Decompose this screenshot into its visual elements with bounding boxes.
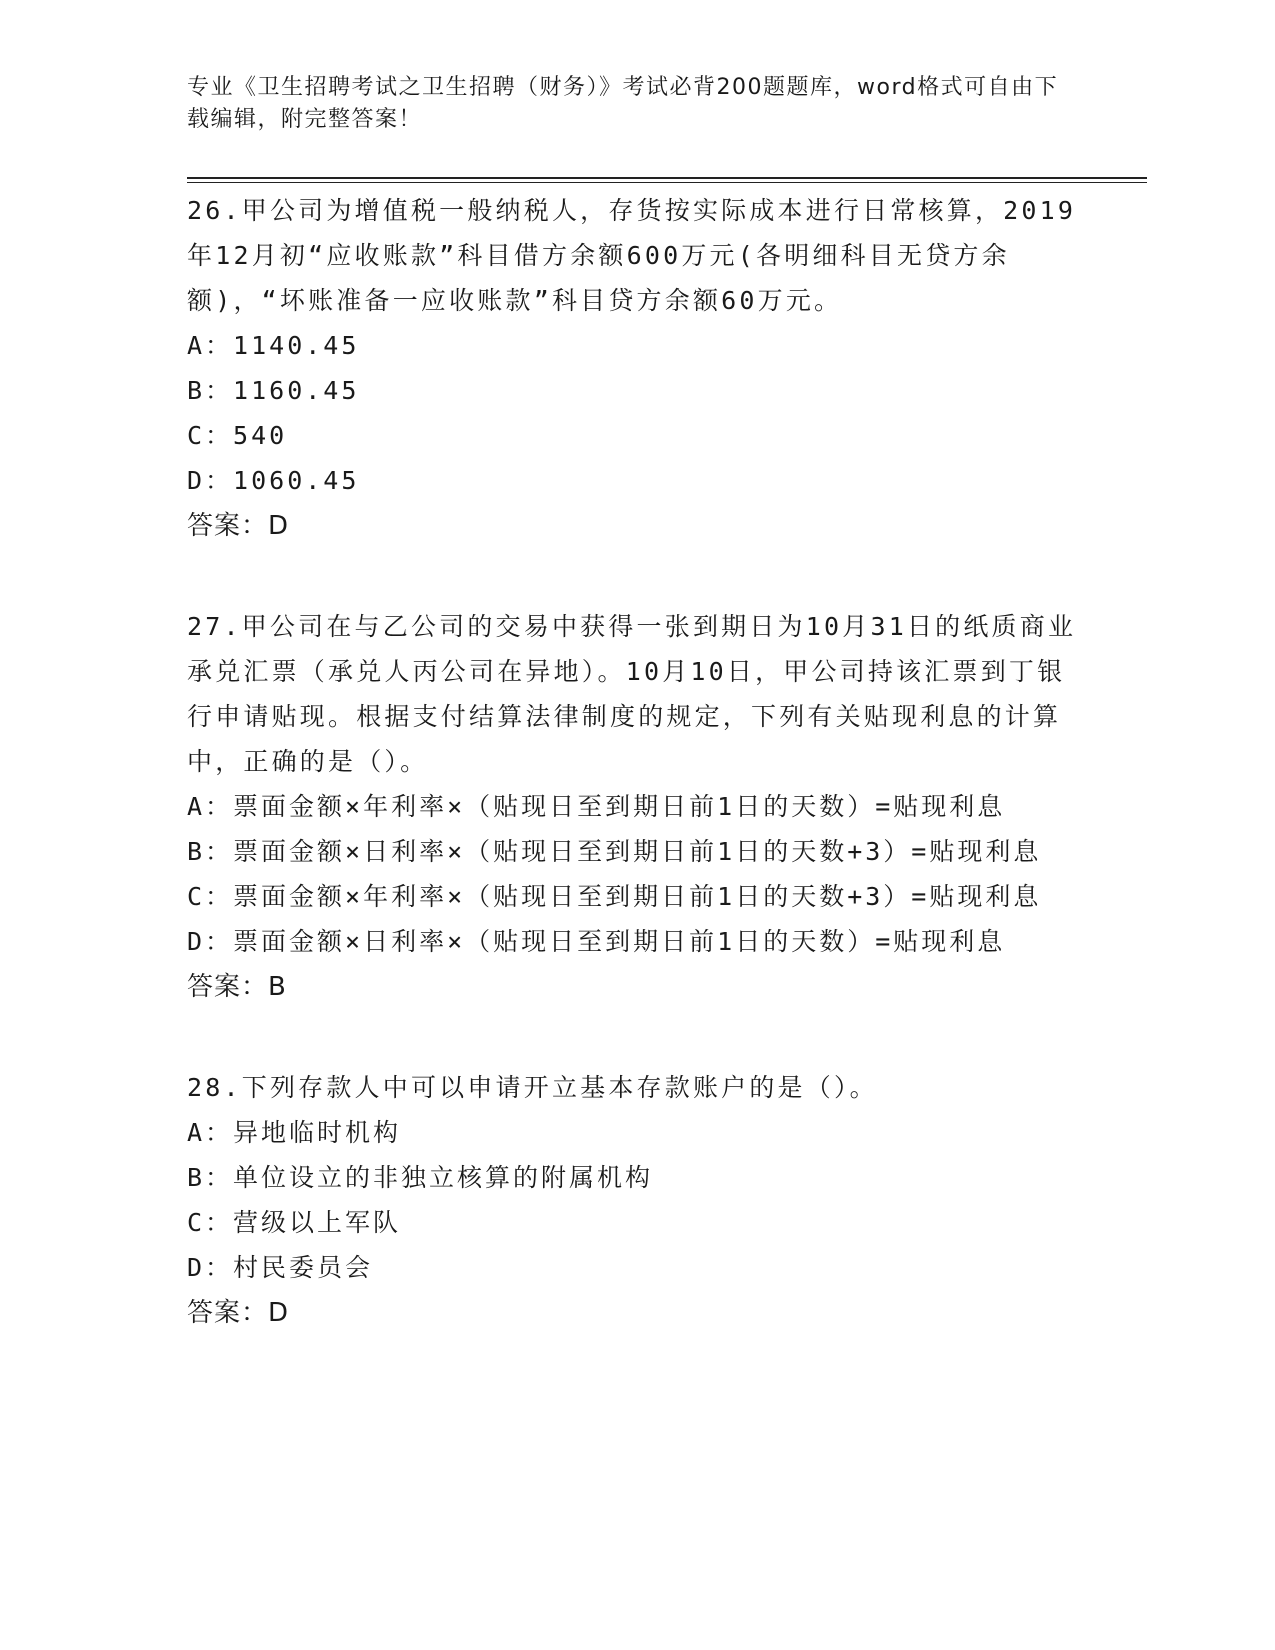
question-26	[187, 188, 1087, 549]
document-header: 专业《卫生招聘考试之卫生招聘（财务）》考试必背200题题库，word格式可自由下载编辑，附完整答案！	[187, 75, 1059, 132]
option-d: D：1060.45	[187, 466, 360, 495]
question-28	[187, 1065, 1087, 1336]
option-c: C：营级以上军队	[187, 1208, 402, 1237]
answer-line: 答案：D	[187, 1298, 290, 1328]
option-b: B：单位设立的非独立核算的附属机构	[187, 1163, 654, 1192]
question-list	[187, 188, 1087, 1391]
answer-line: 答案：D	[187, 511, 290, 541]
option-c: C：540	[187, 421, 288, 450]
option-a: A：异地临时机构	[187, 1118, 402, 1147]
option-b: B：票面金额×日利率×（贴现日至到期日前1日的天数+3）=贴现利息	[187, 837, 1042, 866]
question-stem: 27.甲公司在与乙公司的交易中获得一张到期日为10月31日的纸质商业承兑汇票（承兑人丙公司在异地）。10月10日，甲公司持该汇票到丁银行申请贴现。根据支付结算法律制度的规定，下列有关贴现利息的计算中，正确的是（）。	[187, 612, 1077, 776]
option-a: A：1140.45	[187, 331, 360, 360]
option-b: B：1160.45	[187, 376, 360, 405]
option-d: D：村民委员会	[187, 1253, 374, 1282]
option-a: A：票面金额×年利率×（贴现日至到期日前1日的天数）=贴现利息	[187, 792, 1006, 821]
header-divider-thin	[187, 182, 1147, 183]
question-27	[187, 604, 1087, 1010]
question-stem: 28.下列存款人中可以申请开立基本存款账户的是（）。	[187, 1073, 878, 1102]
header-divider-thick	[187, 177, 1147, 179]
option-c: C：票面金额×年利率×（贴现日至到期日前1日的天数+3）=贴现利息	[187, 882, 1042, 911]
answer-line: 答案：B	[187, 972, 287, 1002]
option-d: D：票面金额×日利率×（贴现日至到期日前1日的天数）=贴现利息	[187, 927, 1006, 956]
question-stem: 26.甲公司为增值税一般纳税人，存货按实际成本进行日常核算，2019年12月初“应收账款”科目借方余额600万元(各明细科目无贷方余额)，“坏账准备一应收账款”科目贷方余额60万元。	[187, 196, 1077, 315]
